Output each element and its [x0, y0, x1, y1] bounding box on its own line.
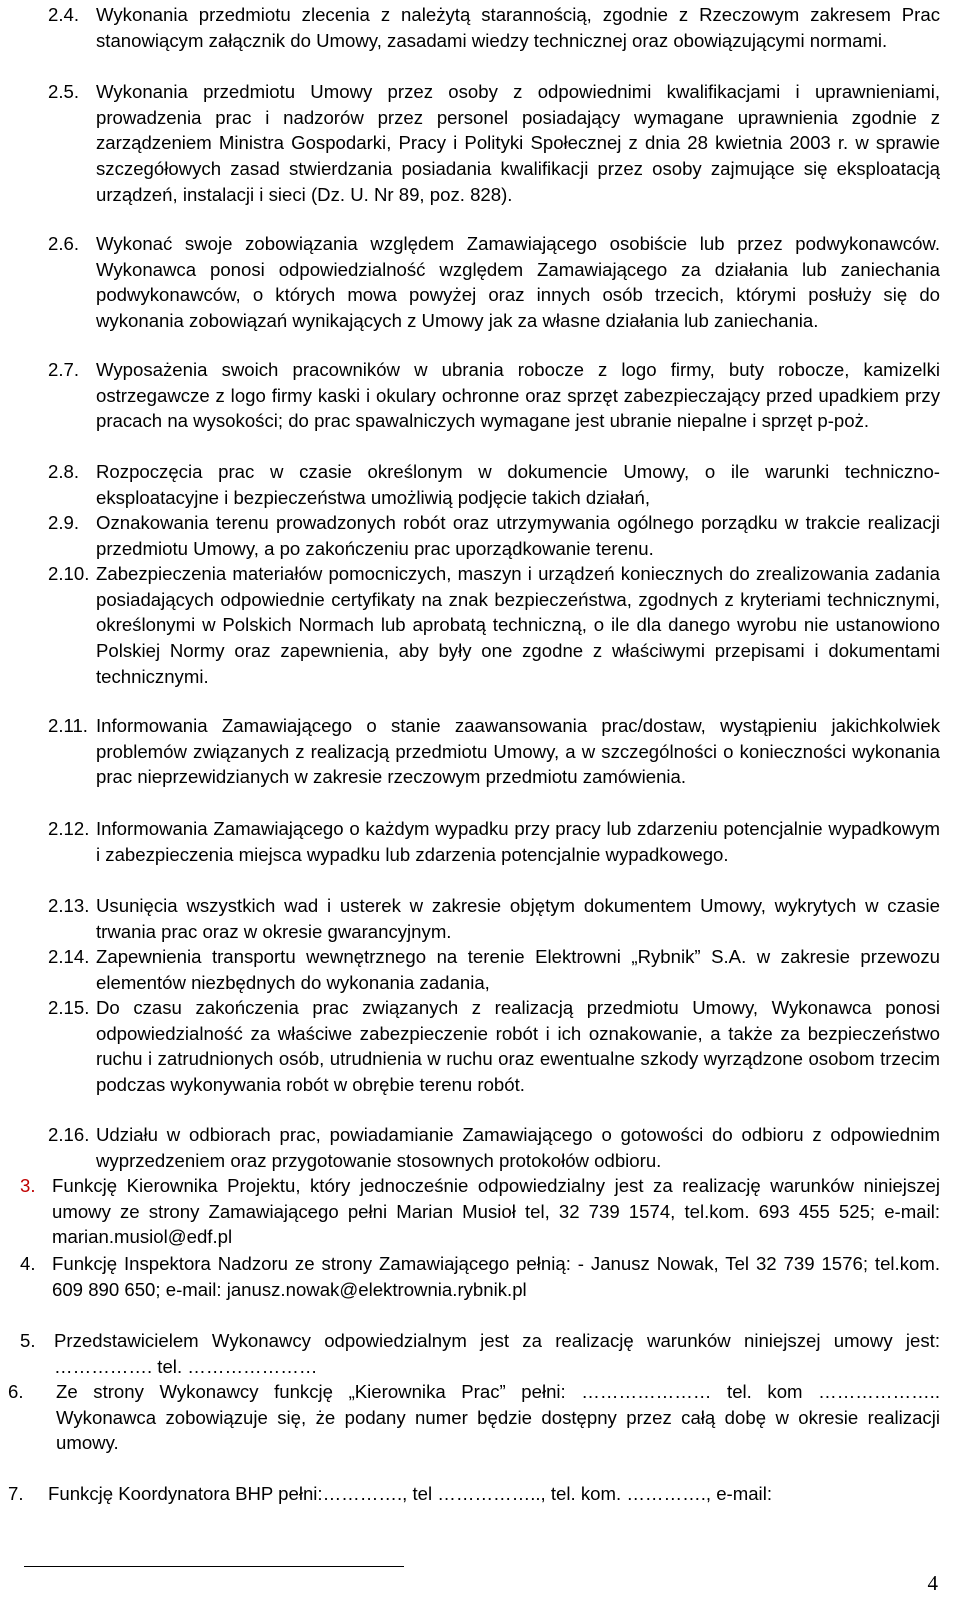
item-text: Udziału w odbiorach prac, powiadamianie Zamawiającego o gotowości do odbioru z odpowiednim wyprzedzeniem oraz przygotowanie stosownych protokołów odbioru.: [96, 1124, 940, 1171]
item-number: 2.14.: [48, 946, 90, 967]
item-text: Informowania Zamawiającego o stanie zaawansowania prac/dostaw, wystąpieniu jakichkolwiek problemów związanych z realizacją przedmiotu Umowy, a w szczególności o konieczności wykonania prac nieprzewidzianych w zakresie rzeczowym przedmiotu zamówienia.: [96, 715, 940, 788]
section-item: [20, 1328, 940, 1379]
section-text: Funkcję Inspektora Nadzoru ze strony Zamawiającego pełnią: - Janusz Nowak, Tel 32 739 1576; tel.kom. 609 890 650; e-mail: janusz.nowak@elektrownia.rybnik.pl: [52, 1253, 940, 1300]
item-number: 2.11.: [48, 715, 88, 736]
item-text: Do czasu zakończenia prac związanych z realizacją przedmiotu Umowy, Wykonawca ponosi odpowiedzialność za właściwe zabezpieczenie robót i ich oznakowanie, a także za bezpieczeństwo ruchu i zatrudnionych osób, utrudnienia w ruchu oraz ewentualne szkody wyrządzone osobom trzecim podczas wykonywania robót w obrębie terenu robót.: [96, 997, 940, 1096]
list-item: [48, 231, 940, 334]
item-text: Zabezpieczenia materiałów pomocniczych, maszyn i urządzeń koniecznych do zrealizowania zadania posiadających odpowiednie certyfikaty na znak bezpieczeństwa, zgodnych z kryteriami technicznymi, określonymi w Polskich Normach lub aprobatą techniczną, o ile dla danego wyrobu nie ustanowiono Polskiej Normy oraz zapewnienia, aby były one zgodne z właściwymi przepisami i dokumentami technicznymi.: [96, 563, 940, 687]
list-item: [48, 561, 940, 690]
list-item: [48, 893, 940, 944]
item-text: Wykonać swoje zobowiązania względem Zamawiającego osobiście lub przez podwykonawców. Wykonawca ponosi odpowiedzialność względem Zamawiającego za działania lub zaniechania podwykonawców, o których mowa powyżej oraz innych osób trzecich, którymi posłuży się do wykonania zobowiązań wynikających z Umowy jak za własne działania lub zaniechania.: [96, 233, 940, 332]
section-item: [8, 1481, 940, 1507]
list-item: [48, 2, 940, 53]
section-item: [20, 1173, 940, 1250]
item-text: Wykonania przedmiotu zlecenia z należytą starannością, zgodnie z Rzeczowym zakresem Prac stanowiącym załącznik do Umowy, zasadami wiedzy technicznej oraz obowiązującymi normami.: [96, 4, 940, 51]
section-number: 7.: [8, 1483, 24, 1504]
item-number: 2.12.: [48, 818, 90, 839]
section-number: 6.: [8, 1381, 24, 1402]
item-text: Usunięcia wszystkich wad i usterek w zakresie objętym dokumentem Umowy, wykrytych w czasie trwania prac oraz w okresie gwarancyjnym.: [96, 895, 940, 942]
footnote-divider: [24, 1566, 404, 1567]
item-text: Rozpoczęcia prac w czasie określonym w dokumencie Umowy, o ile warunki techniczno-eksploatacyjne i bezpieczeństwa umożliwią podjęcie takich działań,: [96, 461, 940, 508]
item-number: 2.10.: [48, 563, 90, 584]
item-number: 2.4.: [48, 4, 80, 25]
list-item: [48, 357, 940, 434]
item-number: 2.7.: [48, 359, 80, 380]
list-item: [48, 713, 940, 790]
item-text: Wyposażenia swoich pracowników w ubrania robocze z logo firmy, buty robocze, kamizelki ostrzegawcze z logo firmy kaski i okulary ochronne oraz sprzęt zabezpieczający przed upadkiem przy pracach na wysokości; do prac spawalniczych wymagane jest ubranie niepalne i sprzęt p-poż.: [96, 359, 940, 432]
item-number: 2.6.: [48, 233, 80, 254]
list-item: [48, 1122, 940, 1173]
item-text: Oznakowania terenu prowadzonych robót oraz utrzymywania ogólnego porządku w trakcie realizacji przedmiotu Umowy, a po zakończeniu prac uporządkowanie terenu.: [96, 512, 940, 559]
section-number: 5.: [20, 1330, 36, 1351]
section-text: Przedstawicielem Wykonawcy odpowiedzialnym jest za realizację warunków niniejszej umowy jest: ……………. tel. …………………: [54, 1330, 940, 1377]
section-text: Funkcję Koordynatora BHP pełni:…………., tel …………….., tel. kom. …………., e-mail:: [48, 1483, 772, 1504]
section-number: 4.: [20, 1253, 36, 1274]
section-item: [20, 1251, 940, 1302]
list-item: [48, 459, 940, 510]
section-text: Funkcję Kierownika Projektu, który jednocześnie odpowiedzialny jest za realizację warunków niniejszej umowy ze strony Zamawiającego pełni Marian Musioł tel, 32 739 1574, tel.kom. 693 455 525; e-mail: marian.musiol@edf.pl: [52, 1175, 940, 1248]
item-number: 2.5.: [48, 81, 80, 102]
item-number: 2.8.: [48, 461, 80, 482]
item-number: 2.16.: [48, 1124, 90, 1145]
list-item: [48, 510, 940, 561]
list-item: [48, 79, 940, 208]
page-number: 4: [927, 1571, 938, 1595]
section-text: Ze strony Wykonawcy funkcję „Kierownika Prac” pełni: ………………… tel. kom ……………….. Wykonawca zobowiązuje się, że podany numer będzie dostępny przez całą dobę w okresie realizacji umowy.: [56, 1381, 940, 1454]
list-item: [48, 816, 940, 867]
item-number: 2.13.: [48, 895, 90, 916]
item-number: 2.15.: [48, 997, 90, 1018]
item-text: Informowania Zamawiającego o każdym wypadku przy pracy lub zdarzeniu potencjalnie wypadkowym i zabezpieczenia miejsca wypadku lub zdarzenia potencjalnie wypadkowego.: [96, 818, 940, 865]
item-text: Wykonania przedmiotu Umowy przez osoby z odpowiednimi kwalifikacjami i uprawnieniami, prowadzenia prac i nadzorów przez personel posiadający wymagane uprawnienia zgodnie z zarządzeniem Ministra Gospodarki, Pracy i Polityki Społecznej z dnia 28 kwietnia 2003 r. w sprawie szczegółowych zasad stwierdzania posiadania kwalifikacji przez osoby zajmujące się eksploatacją urządzeń, instalacji i sieci (Dz. U. Nr 89, poz. 828).: [96, 81, 940, 205]
section-item: [8, 1379, 940, 1456]
item-text: Zapewnienia transportu wewnętrznego na terenie Elektrowni „Rybnik” S.A. w zakresie przewozu elementów niezbędnych do wykonania zadania,: [96, 946, 940, 993]
section-number: 3.: [20, 1175, 36, 1196]
item-number: 2.9.: [48, 512, 80, 533]
list-item: [48, 944, 940, 995]
list-item: [48, 995, 940, 1098]
